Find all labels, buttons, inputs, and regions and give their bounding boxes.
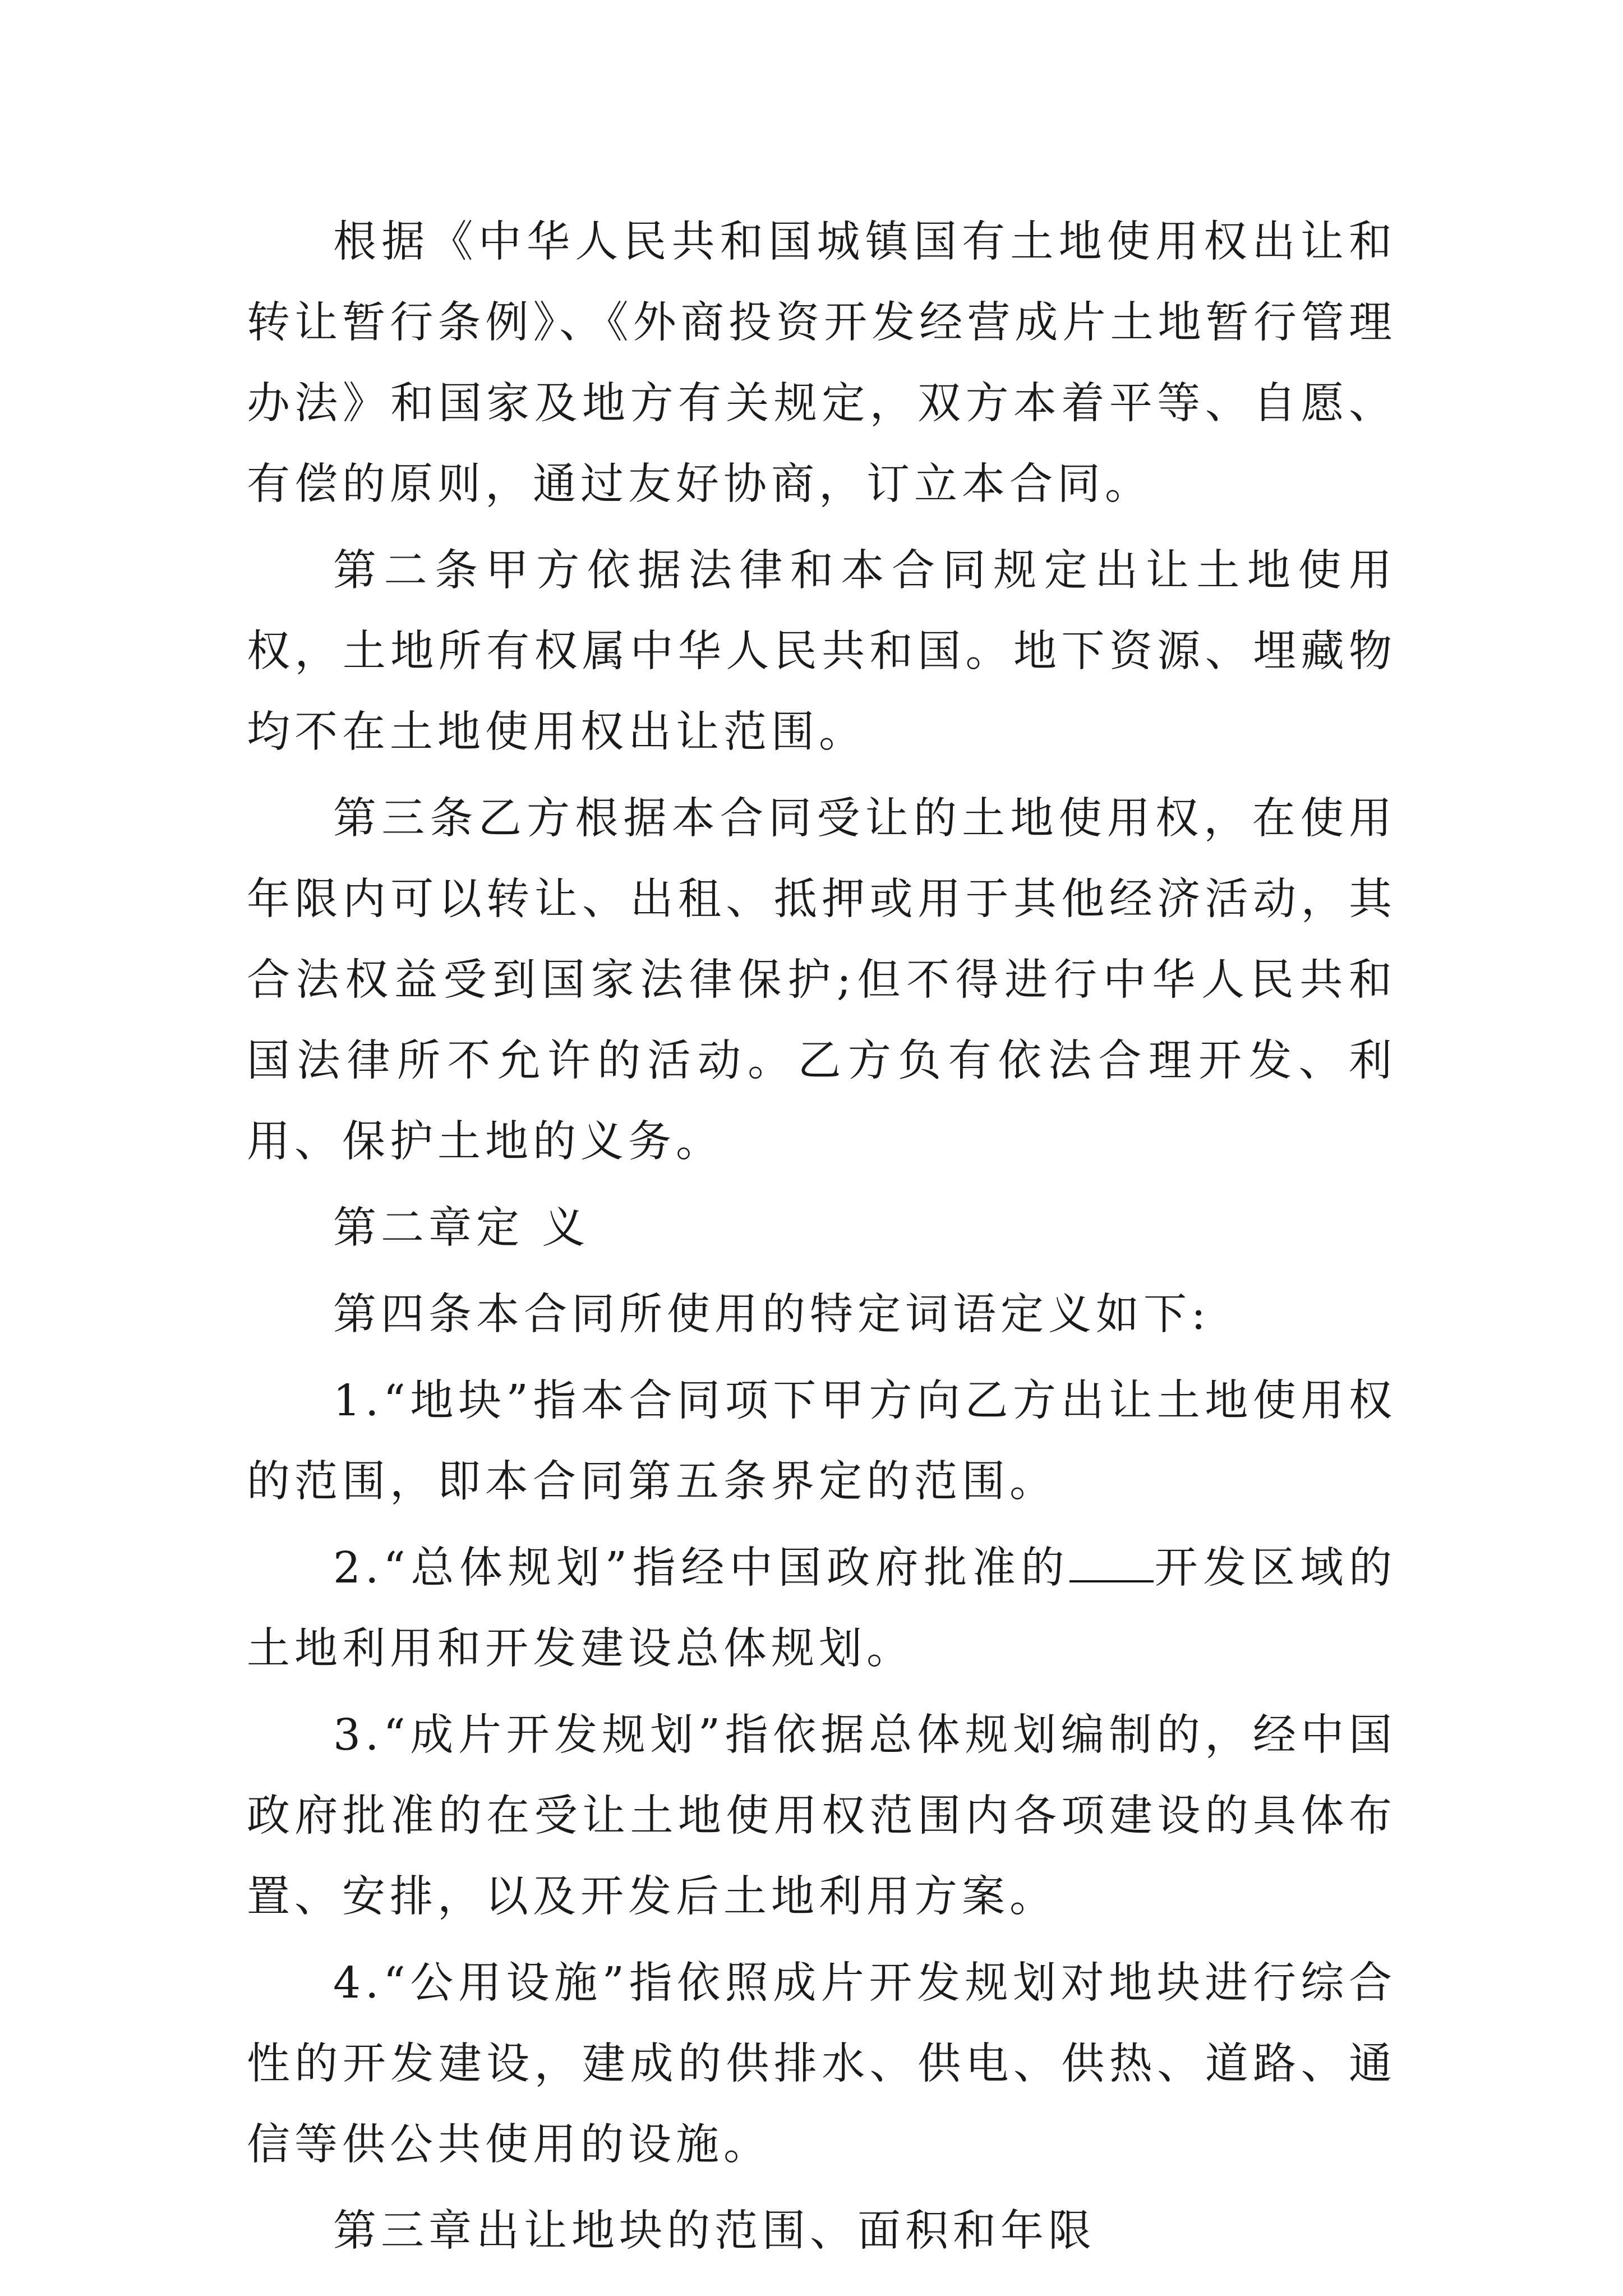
chapter-3-heading: 第三章出让地块的范围、面积和年限 (333, 2206, 1096, 2256)
paragraph-article-2: 第二条甲方依据法律和本合同规定出让土地使用权，土地所有权属中华人民共和国。地下资源、埋藏物均不在土地使用权出让范围。 (247, 546, 1396, 757)
definition-item-1: 1.“地块”指本合同项下甲方向乙方出让土地使用权的范围，即本合同第五条界定的范围。 (247, 1376, 1396, 1507)
fill-in-blank (1069, 1547, 1154, 1582)
definition-item-3: 3.“成片开发规划”指依据总体规划编制的，经中国政府批准的在受让土地使用权范围内各项建设的具体布置、安排，以及开发后土地利用方案。 (247, 1710, 1396, 1922)
paragraph-article-3: 第三条乙方根据本合同受让的土地使用权，在使用年限内可以转让、出租、抵押或用于其他经济活动，其合法权益受到国家法律保护;但不得进行中华人民共和国法律所不允许的活动。乙方负有依法合理开发、利用、保护土地的义务。 (247, 794, 1396, 1167)
paragraph-preamble: 根据《中华人民共和国城镇国有土地使用权出让和转让暂行条例》、《外商投资开发经营成片土地暂行管理办法》和国家及地方有关规定，双方本着平等、自愿、有偿的原则，通过友好协商，订立本合同。 (247, 217, 1396, 509)
paragraph-article-4: 第四条本合同所使用的特定词语定义如下: (333, 1290, 1210, 1340)
definition-item-2-part-1: 2.“总体规划”指经中国政府批准的 (333, 1543, 1070, 1593)
definition-item-2 (247, 1528, 1396, 1690)
document-body (247, 202, 1396, 2272)
definition-item-2-part-2: 开发区域的土地利用和开发建设总体规划。 (247, 1543, 1396, 1674)
definition-item-4: 4.“公用设施”指依照成片开发规划对地块进行综合性的开发建设，建成的供排水、供电、供热、道路、通信等供公共使用的设施。 (247, 1958, 1396, 2170)
chapter-2-heading: 第二章定 义 (333, 1203, 590, 1253)
